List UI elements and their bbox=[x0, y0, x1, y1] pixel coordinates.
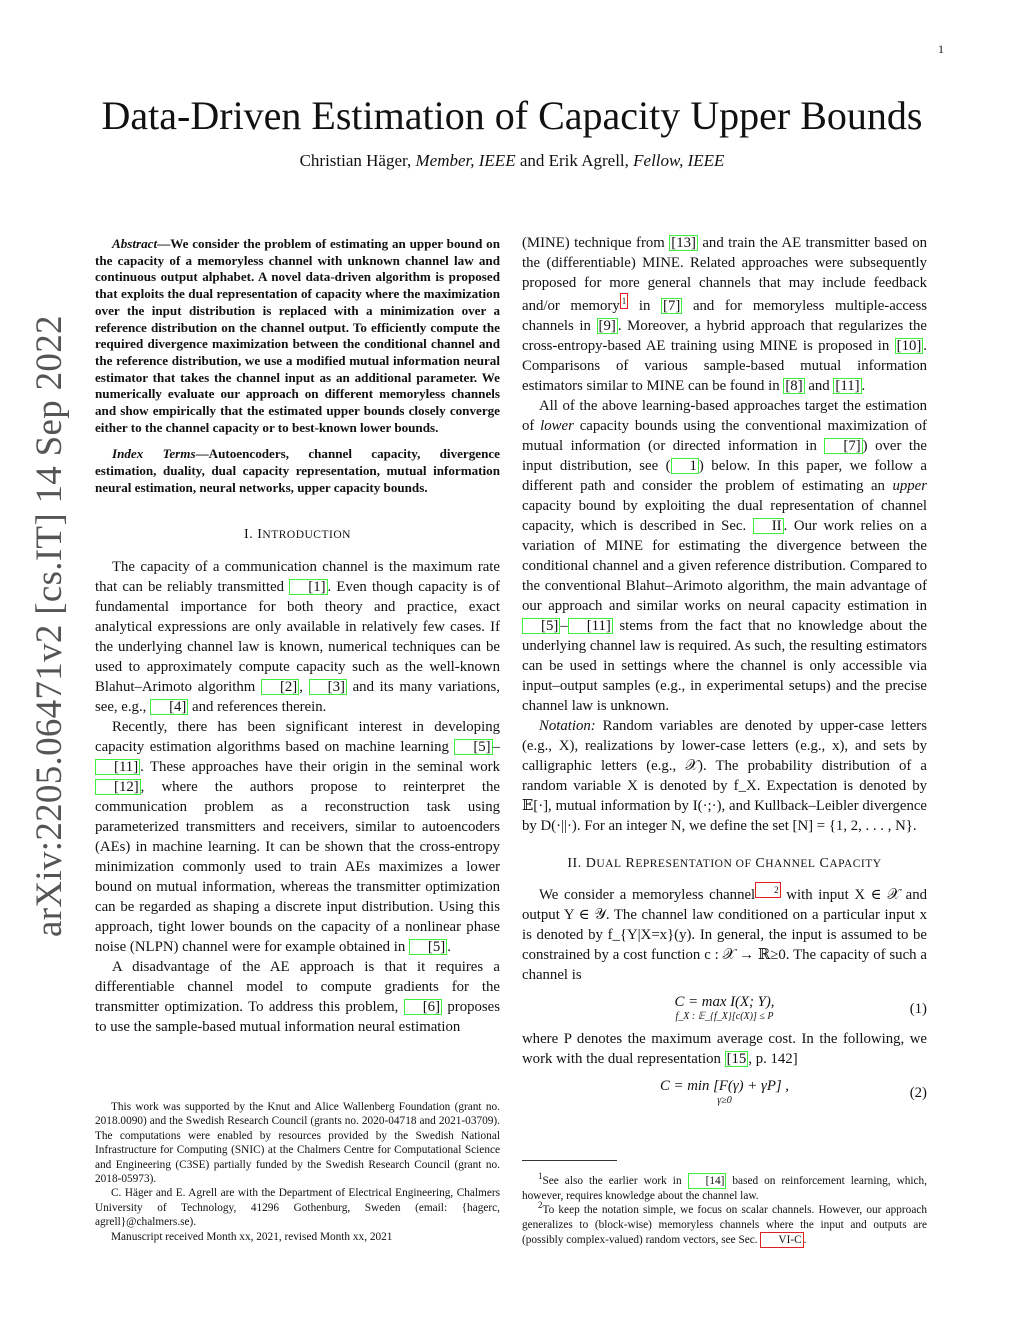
citation-link[interactable]: [7] bbox=[663, 297, 681, 314]
page-number: 1 bbox=[938, 42, 944, 56]
citation-link[interactable]: [5] bbox=[522, 618, 560, 634]
equation-2-subscript: γ≥0 bbox=[717, 1094, 732, 1106]
intro-paragraph-1: The capacity of a communication channel is the maximum rate that can be reliably transmitted [1] . Even though capacity is of fundamental importance for both theory and practice, exact analytical expressions are only available in relatively few cases. If the underlying channel law is known, numerical techniques can be used to approximately compute capacity such as the well-known Blahut–Arimoto algorithm [2] , [3] and its many variations, see, e.g., [4] and references therein. bbox=[95, 558, 501, 715]
funding-note: This work was supported by the Knut and Alice Wallenberg Foundation (grant no. 2018.0090) and the Swedish Research Council (grants no. 2020-04718 and 2021-03709). The computations were enabled by resources provided by the Swedish National Infrastructure for Computing (SNIC) at the Chalmers Centre for Computational Science and Engineering (C3SE) partially funded by the Swedish Research Council (grant no. 2018-05973). bbox=[95, 1101, 500, 1186]
author-2-role: Fellow, IEEE bbox=[633, 151, 725, 170]
footnote-link[interactable]: 1 bbox=[620, 293, 629, 309]
author-1: Christian Häger, bbox=[299, 151, 412, 170]
citation-link[interactable]: [8] bbox=[785, 377, 803, 394]
intro-paragraph-3: A disadvantage of the AE approach is that it requires a differentiable channel model to compute gradients for the transmitter optimization. To address this problem, [6] proposes to use the sample-based mutual information neural estimation bbox=[95, 958, 500, 1035]
citation-link[interactable]: [15 bbox=[726, 1050, 747, 1067]
abstract-label: Abstract bbox=[112, 236, 158, 251]
citation-link[interactable]: [7] bbox=[824, 438, 862, 454]
citation-link[interactable]: [10] bbox=[896, 337, 922, 354]
index-terms-text: —Autoencoders, channel capacity, divergence estimation, duality, dual capacity representation, mutual information neural estimation, neural networks, upper capacity bounds. bbox=[95, 446, 500, 495]
equation-1-number: (1) bbox=[909, 1000, 927, 1017]
citation-link[interactable]: [14] bbox=[688, 1173, 727, 1189]
abstract-text: —We consider the problem of estimating an upper bound on the capacity of a memoryless channel with unknown channel law and continuous output alphabet. A novel data-driven algorithm is proposed that exploits the dual representation of capacity where the maximization over the input distribution is replaced with a minimization over a reference distribution on the channel output. To efficiently compute the required divergence maximization between the conditional channel and the reference distribution, we use a modified mutual information neural estimator that takes the channel input as an additional parameter. We numerically evaluate our approach on different memoryless channels and show empirically that the estimated upper bounds closely converge either to the channel capacity or to best-known lower bounds. bbox=[95, 236, 500, 435]
footnote-2: $^2$To keep the notation simple, we focus on scalar channels. However, our approach generalizes to (block-wise) memoryless channels where the input and outputs are (possibly complex-valued) random vectors, see Sec. VI-C . bbox=[522, 1200, 927, 1247]
section2-paragraph-2: where P denotes the maximum average cost. In the following, we work with the dual representation [15 , p. 142] bbox=[522, 1030, 927, 1067]
citation-link[interactable]: [13] bbox=[671, 235, 696, 251]
section-link[interactable]: II bbox=[753, 518, 784, 534]
citation-link[interactable]: [5] bbox=[454, 739, 492, 755]
equation-1-body: C = max I(X; Y), bbox=[674, 993, 775, 1010]
right-paragraph-2: All of the above learning-based approaches target the estimation of lower capacity bounds using the conventional maximization of mutual information (or directed information in [7] ) over the input distribution, see ( 1 ) below. In this paper, we follow a different path and consider the problem of estimating an upper capacity bound by exploiting the dual representation of channel capacity, which is described in Sec. II . Our work relies on a variation of MINE for estimating the divergence between the conditional channel and a given reference distribution. Compared to the conventional Blahut–Arimoto algorithm, the main advantage of our approach and similar works on neural capacity estimation in [5] – [11] stems from the fact that no knowledge about the underlying channel law is required. As such, the resulting estimators can be used in settings where the channel is only accessible via input–output samples (e.g., in experimental setups) and the precise channel law is unknown. bbox=[522, 397, 927, 714]
section2-paragraph-1: We consider a memoryless channel $^2$ with input X ∈ 𝒳 and output Y ∈ 𝒴. The channel law conditioned on a particular input x is denoted by f_{Y|X=x}(y). In general, the input is assumed to be constrained by a cost function c : 𝒳 → ℝ≥0. The capacity of such a channel is bbox=[522, 882, 927, 985]
citation-link[interactable]: [1] bbox=[289, 579, 327, 595]
citation-link[interactable]: [2] bbox=[261, 679, 299, 695]
footnote-1: $^1$See also the earlier work in [14] based on reinforcement learning, which, however, requires knowledge about the channel law. bbox=[522, 1171, 927, 1202]
author-line bbox=[0, 150, 1024, 172]
abstract bbox=[95, 236, 500, 436]
index-terms bbox=[95, 446, 500, 496]
citation-link[interactable]: [11] bbox=[835, 377, 860, 394]
equation-link[interactable]: 1 bbox=[671, 458, 699, 474]
intro-paragraph-2: Recently, there has been significant interest in developing capacity estimation algorithms based on machine learning [5] –[11] . These approaches have their origin in the seminal work [12] , where the authors propose to reinterpret the communication problem as a reconstruction task using parameterized transmitters and receivers, similar to autoencoders (AEs) in machine learning. It can be shown that the cross-entropy minimization commonly used to train AEs maximizes a lower bound on mutual information, whereas the transmitter optimization can be regarded as shaping a discrete input distribution. Using this approach, tight lower bounds on the capacity of a nonlinear phase noise (NLPN) channel were for example obtained in [5] . bbox=[95, 718, 500, 955]
citation-link[interactable]: [5] bbox=[409, 939, 447, 955]
paper-title: Data-Driven Estimation of Capacity Upper Bounds bbox=[101, 93, 923, 138]
manuscript-note: Manuscript received Month xx, 2021, revised Month xx, 2021 bbox=[111, 1230, 393, 1243]
equation-2-number: (2) bbox=[909, 1084, 927, 1101]
section-heading-introduction: I. INTRODUCTION bbox=[244, 526, 351, 542]
citation-link[interactable]: [11] bbox=[568, 618, 613, 634]
citation-link[interactable]: [3] bbox=[309, 679, 347, 695]
affiliation-note: C. Häger and E. Agrell are with the Department of Electrical Engineering, Chalmers University of Technology, 41296 Gothenburg, Sweden (email: {hagerc, agrell}@chalmers.se). bbox=[95, 1187, 500, 1229]
section-link[interactable]: VI-C bbox=[760, 1232, 803, 1248]
equation-2 bbox=[522, 1075, 927, 1107]
citation-link[interactable]: [4] bbox=[150, 699, 188, 715]
equation-1-subscript: f_X : 𝔼_{f_X}[c(X)] ≤ P bbox=[675, 1010, 774, 1022]
equation-2-body: C = min [F(γ) + γP] , bbox=[659, 1077, 790, 1094]
footnote-link[interactable]: 2 bbox=[755, 882, 781, 898]
citation-link[interactable]: [9] bbox=[598, 317, 616, 334]
right-column bbox=[522, 233, 927, 1113]
citation-link[interactable]: [11] bbox=[95, 759, 140, 775]
equation-1 bbox=[522, 991, 927, 1023]
right-footnotes bbox=[522, 1173, 927, 1248]
citation-link[interactable]: [6] bbox=[404, 999, 442, 1015]
author-1-role: Member, IEEE bbox=[415, 151, 516, 170]
left-footnotes bbox=[95, 1100, 500, 1244]
left-column bbox=[95, 236, 500, 1037]
right-paragraph-1: (MINE) technique from [13] and train the AE transmitter based on the (differentiable) MINE. Related approaches were subsequently proposed for more general channels that may include feedback and/or memory $^1$ in [7] and for memoryless multiple-access channels in [9] . Moreover, a hybrid approach that regularizes the cross-entropy-based AE training using MINE is proposed in [10] . Comparisons of various sample-based mutual information estimators similar to MINE can be found in [8] and [11] . bbox=[522, 235, 927, 394]
arxiv-id: arXiv:2205.06471v2 [cs.IT] 14 Sep 2022 bbox=[29, 315, 70, 937]
citation-link[interactable]: [12] bbox=[95, 779, 141, 795]
notation-paragraph: Notation: Random variables are denoted by upper-case letters (e.g., X), realizations by lower-case letters (e.g., x), and sets by calligraphic letters (e.g., 𝒳). The probability distribution of a random variable X is denoted by f_X. Expectation is denoted by 𝔼[·], mutual information by I(·;·), and Kullback–Leibler divergence by D(·||·). For an integer N, we define the set [N] = {1, 2, . . . , N}. bbox=[522, 717, 927, 834]
author-2: and Erik Agrell, bbox=[519, 151, 629, 170]
index-terms-label: Index Terms bbox=[112, 446, 196, 462]
footnote-separator bbox=[522, 1160, 617, 1161]
section-heading-dual-representation: II. DUAL REPRESENTATION OF CHANNEL CAPACITY bbox=[567, 855, 882, 871]
